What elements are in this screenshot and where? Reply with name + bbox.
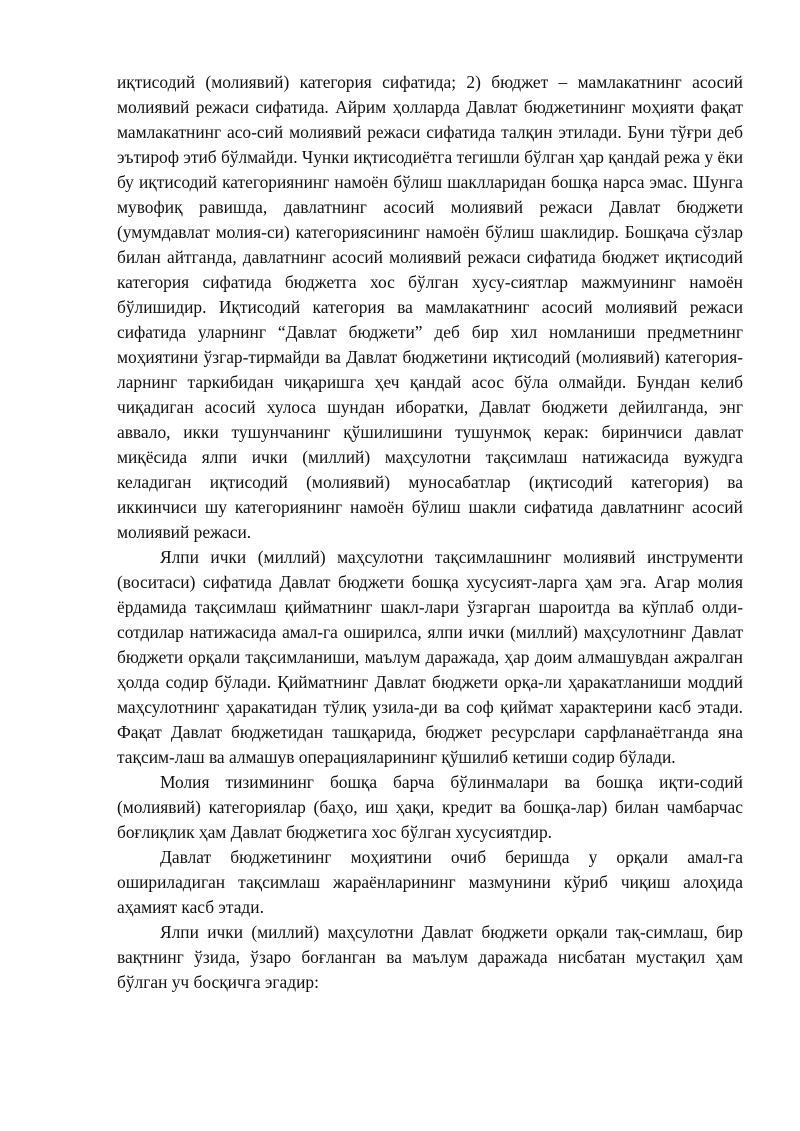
paragraph-1: иқтисодий (молиявий) категория сифатида; 2) бюджет – мамлакатнинг асосий молиявий режаси сифатида. Айрим ҳолларда Давлат бюджетининг моҳияти фақат мамлакатнинг асо-сий молиявий режаси сифатида талқин этилади. Буни тўғри деб эътироф этиб бўлмайди. Чунки иқтисодиётга тегишли бўлган ҳар қандай режа у ёки бу иқтисодий категориянинг намоён бўлиш шаклларидан бошқа нарса эмас. Шунга мувофиқ равишда, давлатнинг асосий молиявий режаси Давлат бюджети (умумдавлат молия-си) категориясининг намоён бўлиш шаклидир. Бошқача сўзлар билан айтганда, давлатнинг асосий молиявий режаси сифатида бюджет иқтисодий категория сифатида бюджетга хос бўлган хусу-сиятлар мажмуининг намоён бўлишидир. Иқтисодий категория ва мамлакатнинг асосий молиявий режаси сифатида уларнинг “Давлат бюджети” деб бир хил номланиши предметнинг моҳиятини ўзгар-тирмайди ва Давлат бюджетини иқтисодий (молиявий) категория-ларнинг таркибидан чиқаришга ҳеч қандай асос бўла олмайди. Бундан келиб чиқадиган асосий хулоса шундан иборатки, Давлат бюджети дейилганда, энг аввало, икки тушунчанинг қўшилишини тушунмоқ керак: биринчиси давлат миқёсида ялпи ички (миллий) маҳсулотни тақсимлаш натижасида вужудга келадиган иқтисодий (молиявий) муносабатлар (иқтисодий категория) ва иккинчиси шу категориянинг намоён бўлиш шакли сифатида давлатнинг асосий молиявий режаси. — [117, 72, 743, 542]
paragraph-4: Давлат бюджетининг моҳиятини очиб беришда у орқали амал-га ошириладиган тақсимлаш жараёнларининг мазмунини кўриб чиқиш алоҳида аҳамият касб этади. — [117, 847, 743, 917]
paragraph-3: Молия тизимининг бошқа барча бўлинмалари ва бошқа иқти-содий (молиявий) категориялар (баҳо, иш ҳақи, кредит ва бошқа-лар) билан чамбарчас боғлиқлик ҳам Давлат бюджетига хос бўлган хусусиятдир. — [117, 772, 743, 842]
document-page — [117, 70, 743, 995]
paragraph-2: Ялпи ички (миллий) маҳсулотни тақсимлашнинг молиявий инструменти (воситаси) сифатида Давлат бюджети бошқа хусусият-ларга ҳам эга. Агар молия ёрдамида тақсимлаш қийматнинг шакл-лари ўзгарган шароитда ва кўплаб олди-сотдилар натижасида амал-га оширилса, ялпи ички (миллий) маҳсулотнинг Давлат бюджети орқали тақсимланиши, маълум даражада, ҳар доим алмашувдан ажралган ҳолда содир бўлади. Қийматнинг Давлат бюджети орқа-ли ҳаракатланиши моддий маҳсулотнинг ҳаракатидан тўлиқ узила-ди ва соф қиймат характерини касб этади. Фақат Давлат бюджетидан ташқарида, бюджет ресурслари сарфланаётганда яна тақсим-лаш ва алмашув операцияларининг қўшилиб кетиши содир бўлади. — [117, 547, 743, 767]
paragraph-5: Ялпи ички (миллий) маҳсулотни Давлат бюджети орқали тақ-симлаш, бир вақтнинг ўзида, ўзаро боғланган ва маълум даражада нисбатан мустақил ҳам бўлган уч босқичга эгадир: — [117, 922, 743, 992]
